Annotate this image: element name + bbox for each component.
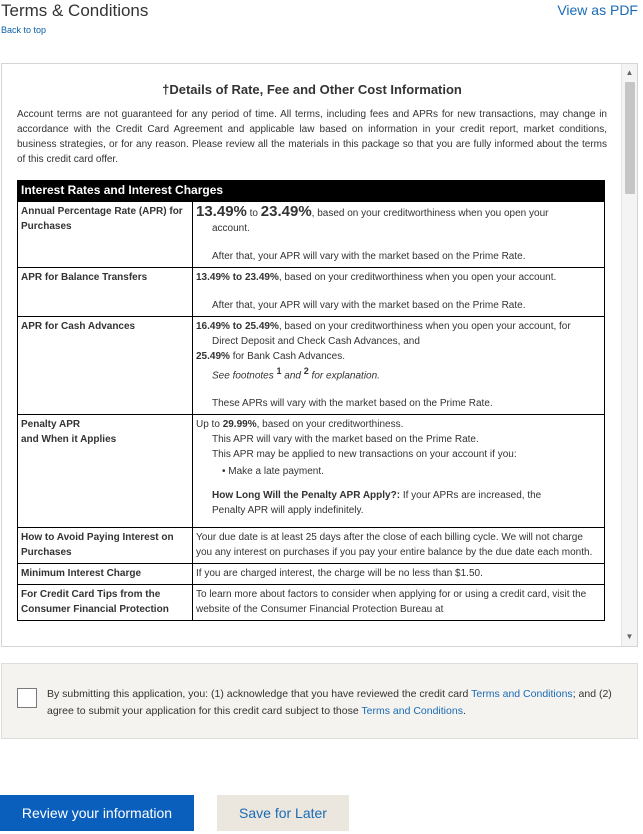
rate-to: to <box>249 208 258 219</box>
document-title: †Details of Rate, Fee and Other Cost Information <box>162 82 462 97</box>
footnote-2: 2 <box>303 366 309 376</box>
consent-checkbox[interactable] <box>17 688 37 708</box>
scroll-down-icon[interactable]: ▼ <box>625 632 634 641</box>
rate-note: After that, your APR will vary with the market based on the Prime Rate. <box>212 251 526 262</box>
bullet-item: • Make a late payment. <box>222 466 324 478</box>
row-value: If you are charged interest, the charge will be no less than $1.50. <box>193 564 605 585</box>
table-row <box>18 268 605 317</box>
table-row <box>18 564 605 585</box>
rate-high: 23.49% <box>244 272 279 283</box>
row-label: Minimum Interest Charge <box>18 564 193 585</box>
consent-box <box>1 663 638 739</box>
row-label: Annual Percentage Rate (APR) for Purchases <box>18 202 193 268</box>
rates-table <box>17 180 605 621</box>
row-label: For Credit Card Tips from the Consumer Financial Protection <box>18 585 193 621</box>
row-value: Up to 29.99%, based on your creditworthiness. This APR will vary with the market based on the Prime Rate. This APR may be applied to new transactions on your account if you: • Make a late payment. How Long Will the Penalty APR Apply?: If your APRs are increased, the Penalty APR will apply indefinitely. <box>193 415 605 528</box>
row-value <box>193 202 605 268</box>
table-row <box>18 415 605 528</box>
table-row <box>18 528 605 564</box>
rate-desc: , based on your creditworthiness when you open your account. <box>278 272 557 283</box>
row-value: Your due date is at least 25 days after the close of each billing cycle. We will not charge you any interest on purchases if you pay your entire balance by the due date each month. <box>193 528 605 564</box>
rate-low: 16.49% <box>196 321 230 332</box>
row-label: APR for Balance Transfers <box>18 268 193 317</box>
rate-desc-2: Direct Deposit and Check Cash Advances, and <box>212 336 420 347</box>
rate-high: 25.49% <box>244 321 279 332</box>
penalty-rate: 29.99% <box>222 419 257 431</box>
row-label: How to Avoid Paying Interest on Purchases <box>18 528 193 564</box>
review-information-button[interactable]: Review your information <box>0 795 194 831</box>
rate-high: 23.49% <box>260 203 312 220</box>
footnote-1: 1 <box>276 366 282 376</box>
terms-scroll-panel[interactable] <box>1 63 638 647</box>
rate-to: to <box>232 321 243 332</box>
back-to-top-link[interactable]: Back to top <box>1 25 47 35</box>
row-label: APR for Cash Advances <box>18 317 193 415</box>
page-title: Terms & Conditions <box>1 1 149 20</box>
scroll-up-icon[interactable]: ▲ <box>625 68 634 77</box>
section-header: Interest Rates and Interest Charges <box>18 181 605 202</box>
row-value <box>193 268 605 317</box>
scroll-thumb[interactable] <box>625 82 635 194</box>
rate-desc-2: account. <box>212 223 250 234</box>
terms-link-1[interactable]: Terms and Conditions <box>471 688 573 700</box>
save-for-later-button[interactable]: Save for Later <box>217 795 349 831</box>
rate-low: 13.49% <box>196 272 230 283</box>
consent-text: By submitting this application, you: (1) acknowledge that you have reviewed the credit card Terms and Conditions; and (2) agree to submit your application for this credit card subject to those Terms and Conditions. <box>47 688 612 717</box>
terms-content <box>17 64 607 621</box>
how-long-label: How Long Will the Penalty APR Apply?: <box>212 490 401 502</box>
row-value: To learn more about factors to consider when applying for or using a credit card, visit the website of the Consumer Financial Protection Bureau at <box>193 585 605 621</box>
rate-desc: , based on your creditworthiness when you open your <box>311 208 549 219</box>
scrollbar[interactable] <box>621 64 637 646</box>
footnote-ref: See footnotes $^1$ and $^2$ for explanation. <box>212 366 380 382</box>
rate-note: These APRs will vary with the market based on the Prime Rate. <box>212 398 493 410</box>
row-label: Penalty APR and When it Applies <box>18 415 193 528</box>
rate-low: 13.49% <box>196 203 247 220</box>
rate-desc-3: for Bank Cash Advances. <box>229 351 345 362</box>
rate-note: After that, your APR will vary with the market based on the Prime Rate. <box>212 300 526 311</box>
table-row <box>18 202 605 268</box>
row-value <box>193 317 605 415</box>
table-row <box>18 585 605 621</box>
terms-link-2[interactable]: Terms and Conditions <box>361 705 463 717</box>
table-row <box>18 317 605 415</box>
rate-to: to <box>232 272 243 283</box>
rate-bank: 25.49% <box>196 351 230 362</box>
intro-paragraph: Account terms are not guaranteed for any period of time. All terms, including fees and APRs for new transactions, may change in accordance with the Credit Card Agreement and applicable law based on information in your credit report, market conditions, business strategies, or for any reason. Please review all the materials in this package so that you are fully informed about the terms of this credit card offer. <box>17 109 607 165</box>
view-as-pdf-link[interactable]: View as PDF <box>557 2 638 18</box>
rate-desc: , based on your creditworthiness when you open your account, for <box>278 321 571 332</box>
